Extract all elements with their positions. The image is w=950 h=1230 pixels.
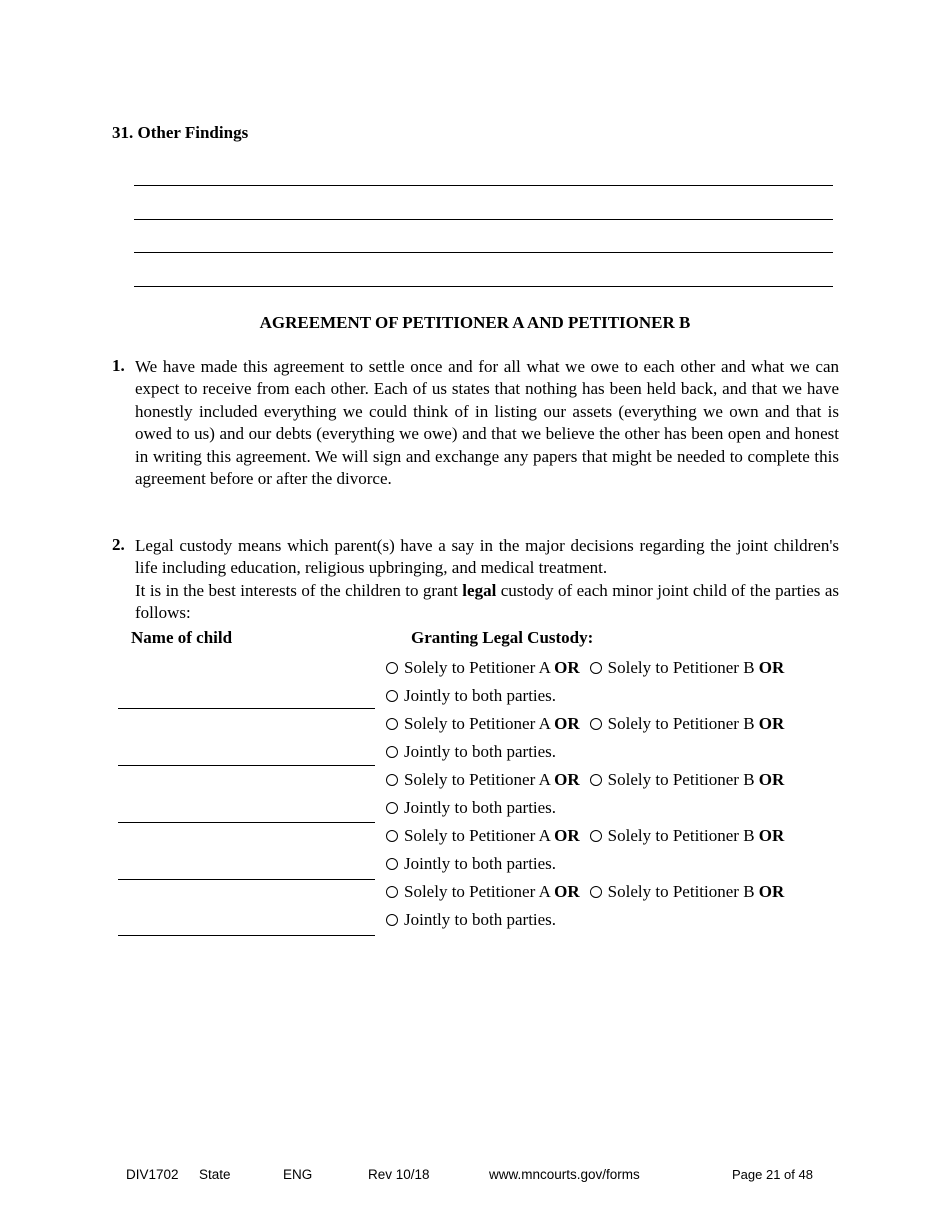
footer-url[interactable]: www.mncourts.gov/forms xyxy=(489,1167,640,1182)
child-name-field[interactable] xyxy=(118,822,375,823)
option-joint-label: Jointly to both parties. xyxy=(404,686,557,705)
option-jointly[interactable] xyxy=(386,742,556,762)
radio-button-icon[interactable] xyxy=(386,830,398,842)
item-2-text-post: custody of each minor joint child of the parties as follows: xyxy=(135,580,839,623)
radio-button-icon[interactable] xyxy=(590,830,602,842)
radio-button-icon[interactable] xyxy=(590,718,602,730)
findings-blank-line[interactable] xyxy=(134,185,833,186)
child-name-field[interactable] xyxy=(118,935,375,936)
item-1-number: 1. xyxy=(112,356,125,375)
item-2-text-bold: legal xyxy=(462,580,497,600)
option-petitioner-a[interactable] xyxy=(386,826,580,846)
child-name-field[interactable] xyxy=(118,708,375,709)
radio-button-icon[interactable] xyxy=(386,662,398,674)
option-jointly[interactable] xyxy=(386,854,556,874)
option-b-label: Solely to Petitioner B xyxy=(607,770,759,789)
option-jointly[interactable] xyxy=(386,798,556,818)
option-petitioner-b[interactable] xyxy=(590,714,785,734)
option-petitioner-b[interactable] xyxy=(590,882,785,902)
radio-button-icon[interactable] xyxy=(386,774,398,786)
custody-options-line xyxy=(386,770,784,790)
item-2-text-line2 xyxy=(135,580,839,625)
option-jointly[interactable] xyxy=(386,910,556,930)
option-petitioner-a[interactable] xyxy=(386,658,580,678)
footer-page-number: Page 21 of 48 xyxy=(732,1167,813,1182)
option-a-label: Solely to Petitioner A xyxy=(404,882,555,901)
or-label: OR xyxy=(554,714,580,733)
item-2-text-pre: It is in the best interests of the children to grant xyxy=(135,580,463,600)
option-a-label: Solely to Petitioner A xyxy=(404,658,555,677)
radio-button-icon[interactable] xyxy=(386,718,398,730)
radio-button-icon[interactable] xyxy=(386,886,398,898)
or-label: OR xyxy=(758,882,785,901)
findings-blank-line[interactable] xyxy=(134,286,833,287)
radio-button-icon[interactable] xyxy=(590,774,602,786)
option-petitioner-a[interactable] xyxy=(386,770,580,790)
option-a-label: Solely to Petitioner A xyxy=(404,770,555,789)
footer-form-id: DIV1702 xyxy=(126,1167,179,1182)
custody-joint-line xyxy=(386,742,556,762)
or-label: OR xyxy=(554,770,580,789)
item-1-text: We have made this agreement to settle once and for all what we owe to each other and what we can expect to receive from each other. Each of us states that nothing has been held back, and that we have honestly included everything we could think of in listing our assets (everything we own and that is owed to us) and our debts (everything we owe) and that we believe the other has been open and honest in writing this agreement. We will sign and exchange any papers that might be needed to complete this agreement before or after the divorce. xyxy=(135,357,839,489)
item-2-paragraph xyxy=(135,535,839,625)
option-petitioner-b[interactable] xyxy=(590,770,785,790)
name-of-child-header: Name of child xyxy=(131,628,233,647)
child-name-field[interactable] xyxy=(118,765,375,766)
findings-blank-line[interactable] xyxy=(134,219,833,220)
or-label: OR xyxy=(758,658,785,677)
radio-button-icon[interactable] xyxy=(590,886,602,898)
option-petitioner-a[interactable] xyxy=(386,714,580,734)
custody-options-line xyxy=(386,658,784,678)
option-jointly[interactable] xyxy=(386,686,556,706)
footer-revision: Rev 10/18 xyxy=(368,1167,430,1182)
custody-joint-line xyxy=(386,854,556,874)
option-joint-label: Jointly to both parties. xyxy=(404,854,557,873)
custody-options-line xyxy=(386,826,784,846)
findings-blank-line[interactable] xyxy=(134,252,833,253)
radio-button-icon[interactable] xyxy=(386,858,398,870)
option-joint-label: Jointly to both parties. xyxy=(404,798,557,817)
option-joint-label: Jointly to both parties. xyxy=(404,910,557,929)
option-petitioner-b[interactable] xyxy=(590,826,785,846)
option-b-label: Solely to Petitioner B xyxy=(607,714,759,733)
option-b-label: Solely to Petitioner B xyxy=(607,658,759,677)
or-label: OR xyxy=(758,714,785,733)
custody-options-line xyxy=(386,714,784,734)
custody-joint-line xyxy=(386,798,556,818)
footer-jurisdiction: State xyxy=(199,1167,231,1182)
radio-button-icon[interactable] xyxy=(386,690,398,702)
custody-joint-line xyxy=(386,910,556,930)
radio-button-icon[interactable] xyxy=(386,746,398,758)
option-petitioner-a[interactable] xyxy=(386,882,580,902)
footer-language: ENG xyxy=(283,1167,313,1182)
radio-button-icon[interactable] xyxy=(386,802,398,814)
granting-legal-custody-header: Granting Legal Custody: xyxy=(411,628,594,647)
option-a-label: Solely to Petitioner A xyxy=(404,826,555,845)
child-name-field[interactable] xyxy=(118,879,375,880)
option-b-label: Solely to Petitioner B xyxy=(607,826,759,845)
or-label: OR xyxy=(554,658,580,677)
section-31-title: 31. Other Findings xyxy=(112,123,249,142)
option-b-label: Solely to Petitioner B xyxy=(607,882,759,901)
item-2-text-line1: Legal custody means which parent(s) have a say in the major decisions regarding the joint children's life including education, religious upbringing, and medical treatment. xyxy=(135,536,839,578)
custody-options-line xyxy=(386,882,784,902)
radio-button-icon[interactable] xyxy=(590,662,602,674)
or-label: OR xyxy=(758,826,785,845)
custody-joint-line xyxy=(386,686,556,706)
item-1-paragraph xyxy=(135,356,839,490)
radio-button-icon[interactable] xyxy=(386,914,398,926)
agreement-title: AGREEMENT OF PETITIONER A AND PETITIONER B xyxy=(259,313,691,332)
or-label: OR xyxy=(554,882,580,901)
option-a-label: Solely to Petitioner A xyxy=(404,714,555,733)
item-2-number: 2. xyxy=(112,535,125,554)
or-label: OR xyxy=(758,770,785,789)
option-joint-label: Jointly to both parties. xyxy=(404,742,557,761)
or-label: OR xyxy=(554,826,580,845)
option-petitioner-b[interactable] xyxy=(590,658,785,678)
